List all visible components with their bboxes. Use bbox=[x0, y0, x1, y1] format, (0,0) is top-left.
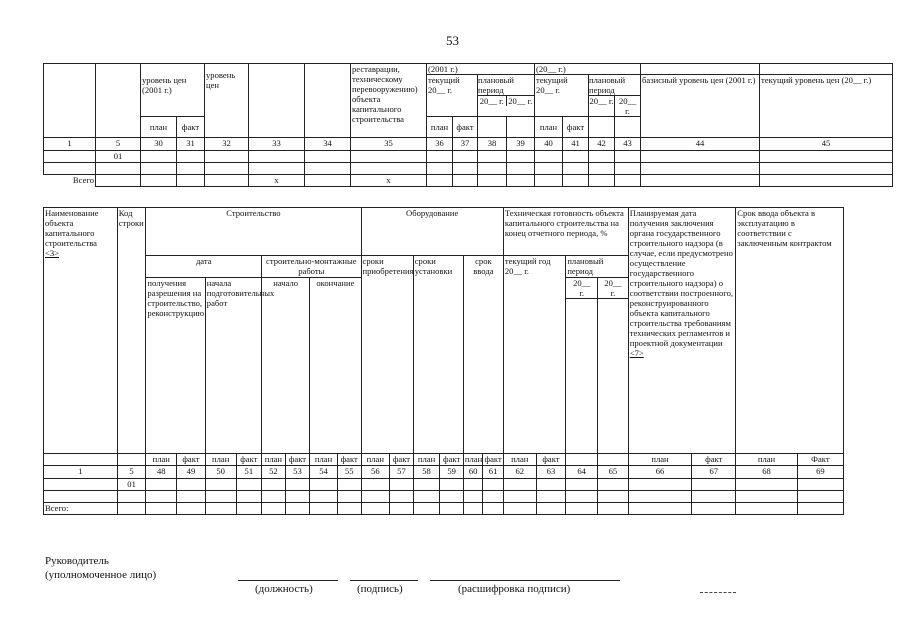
footnote-ref-7: <7> bbox=[629, 348, 644, 358]
signature-line-position bbox=[238, 580, 338, 581]
header-install-works: строительно-монтажные работы bbox=[262, 256, 361, 278]
stray-mark bbox=[700, 592, 736, 593]
col-fact: факт bbox=[177, 117, 205, 138]
col-number: 45 bbox=[760, 137, 893, 150]
col-number: 48 bbox=[146, 466, 177, 479]
header-20b: 20__ г. bbox=[508, 96, 533, 106]
col-number: 44 bbox=[641, 137, 760, 150]
col-number: 5 bbox=[117, 466, 146, 479]
header-end: окончание bbox=[310, 278, 361, 454]
header-20a: 20__ г. bbox=[478, 96, 507, 106]
header-20-b: 20__ г. bbox=[598, 278, 629, 299]
header-20c: 20__ г. bbox=[589, 96, 615, 116]
signature-line-sign bbox=[350, 580, 418, 581]
col-number: 65 bbox=[598, 466, 629, 479]
header-current-c: текущий уровень цен (20__ г.) bbox=[760, 75, 893, 138]
header-20: (20__ г.) bbox=[535, 64, 641, 75]
col-number: 63 bbox=[536, 466, 566, 479]
footnote-ref-3: <3> bbox=[45, 248, 59, 258]
column-numbers-row bbox=[44, 466, 844, 479]
header-construction: Строительство bbox=[146, 208, 361, 256]
col-plan: план bbox=[535, 117, 563, 138]
header-basis-a: базисный уровень цен (2001 г.) bbox=[641, 75, 760, 138]
col-number: 37 bbox=[453, 137, 478, 150]
signature-sign: (подпись) bbox=[357, 583, 403, 595]
col-number: 50 bbox=[205, 466, 236, 479]
total-label: Всего bbox=[44, 174, 96, 186]
table-bottom bbox=[43, 207, 844, 515]
header-20d-g: г. bbox=[625, 106, 630, 116]
header-code: Код строки bbox=[117, 208, 146, 454]
header-20d: 20__ bbox=[618, 96, 637, 106]
header-input: срок ввода bbox=[463, 256, 503, 454]
col-number: 33 bbox=[249, 137, 305, 150]
header-planned-b: плановый период bbox=[589, 75, 626, 95]
header-current-year: текущий год 20__ г. bbox=[503, 256, 565, 454]
header-equipment: Оборудование bbox=[361, 208, 503, 256]
col-plan: план bbox=[736, 454, 797, 466]
signature-head: Руководитель bbox=[45, 555, 109, 567]
col-number: 39 bbox=[507, 137, 535, 150]
col-number: 57 bbox=[390, 466, 414, 479]
col-plan: план bbox=[361, 454, 390, 466]
col-number: 58 bbox=[413, 466, 440, 479]
col-number: 34 bbox=[305, 137, 351, 150]
header-2001: (2001 г.) bbox=[427, 64, 535, 75]
col-number: 51 bbox=[236, 466, 262, 479]
column-numbers-row bbox=[44, 137, 893, 150]
signature-line-decode bbox=[430, 580, 620, 581]
header-permit: получения разрешения на строительство, реконструкцию bbox=[146, 278, 205, 454]
row-code: 01 bbox=[117, 479, 146, 491]
col-fact: факт bbox=[536, 454, 566, 466]
total-x: x bbox=[351, 174, 427, 186]
col-plan: план bbox=[262, 454, 286, 466]
header-install: сроки установки bbox=[413, 256, 463, 454]
col-number: 30 bbox=[141, 137, 177, 150]
header-current-a: текущий 20__ г. bbox=[427, 75, 478, 117]
col-number: 66 bbox=[628, 466, 691, 479]
header-tech-readiness: Техническая готовность объекта капитального строительства на конец отчетного периода, % bbox=[503, 208, 628, 256]
col-number: 43 bbox=[615, 137, 641, 150]
col-number: 60 bbox=[463, 466, 482, 479]
col-fact: факт bbox=[484, 454, 502, 464]
col-plan: план bbox=[205, 454, 236, 466]
signature-authorized: (уполномоченное лицо) bbox=[45, 569, 157, 581]
signature-decode: (расшифровка подписи) bbox=[458, 583, 571, 595]
col-number: 42 bbox=[589, 137, 615, 150]
col-number: 61 bbox=[483, 466, 504, 479]
header-current-b: текущий 20__ г. bbox=[535, 75, 589, 117]
total-x: x bbox=[249, 174, 305, 186]
header-commission: Срок ввода объекта в эксплуатацию в соответствии с заключенным контрактом bbox=[736, 208, 844, 454]
col-number: 1 bbox=[44, 466, 118, 479]
header-price-2001: уровень цен (2001 г.) bbox=[141, 75, 205, 117]
header-planned-period: плановый период bbox=[566, 256, 628, 278]
row-code: 01 bbox=[96, 150, 141, 162]
col-fact: факт bbox=[236, 454, 262, 466]
col-number: 68 bbox=[736, 466, 797, 479]
col-fact: факт bbox=[285, 454, 310, 466]
col-number: 35 bbox=[351, 137, 427, 150]
header-20-a: 20__ г. bbox=[566, 278, 598, 299]
header-start: начало bbox=[262, 278, 310, 454]
col-number: 5 bbox=[96, 137, 141, 150]
col-fact: факт bbox=[692, 454, 736, 466]
col-number: 49 bbox=[177, 466, 206, 479]
col-number: 64 bbox=[566, 466, 598, 479]
header-restoration: реставрации, техническому перевооружению) объекта капитального строительства bbox=[351, 64, 427, 138]
col-number: 69 bbox=[797, 466, 843, 479]
header-prep: начала подготовительных работ bbox=[205, 278, 261, 454]
col-number: 54 bbox=[310, 466, 338, 479]
col-plan: план bbox=[628, 454, 691, 466]
col-fact: Факт bbox=[797, 454, 843, 466]
col-number: 62 bbox=[503, 466, 536, 479]
col-number: 31 bbox=[177, 137, 205, 150]
col-number: 41 bbox=[563, 137, 589, 150]
header-acquire: сроки приобретения bbox=[361, 256, 413, 454]
page-number: 53 bbox=[446, 33, 459, 48]
col-number: 55 bbox=[337, 466, 361, 479]
col-fact: факт bbox=[563, 117, 589, 138]
col-number: 1 bbox=[44, 137, 96, 150]
col-number: 53 bbox=[285, 466, 310, 479]
col-plan: план bbox=[427, 117, 453, 138]
col-fact: факт bbox=[177, 454, 206, 466]
total-label: Всего: bbox=[44, 503, 118, 515]
header-planned-a: плановый период bbox=[478, 75, 515, 95]
header-planned-date: Планируемая дата получения заключения органа государственного строительного надзора (в случае, если предусмотрено осуществление государственного строительного надзора) о соответствии построенного, реконструированного объекта капитального строительства требованиям технических регламентов и проектной документации <7> bbox=[628, 208, 736, 454]
header-date: дата bbox=[146, 256, 262, 278]
col-number: 56 bbox=[361, 466, 390, 479]
col-number: 32 bbox=[205, 137, 249, 150]
table-top bbox=[43, 63, 893, 187]
col-fact: факт bbox=[337, 454, 361, 466]
col-fact: факт bbox=[390, 454, 414, 466]
col-number: 36 bbox=[427, 137, 453, 150]
col-plan: план bbox=[146, 454, 177, 466]
col-number: 59 bbox=[440, 466, 464, 479]
header-price: уровень цен bbox=[205, 117, 249, 138]
col-plan: план bbox=[464, 454, 483, 464]
signature-position: (должность) bbox=[255, 583, 313, 595]
col-plan: план bbox=[310, 454, 338, 466]
col-fact: факт bbox=[440, 454, 464, 466]
col-number: 40 bbox=[535, 137, 563, 150]
header-name: Наименование объекта капитального строительства <3> bbox=[44, 208, 118, 454]
col-number: 38 bbox=[478, 137, 507, 150]
col-fact: факт bbox=[453, 117, 478, 138]
col-plan: план bbox=[141, 117, 177, 138]
col-plan: план bbox=[503, 454, 536, 466]
col-number: 67 bbox=[692, 466, 736, 479]
col-number: 52 bbox=[262, 466, 286, 479]
col-plan: план bbox=[413, 454, 440, 466]
